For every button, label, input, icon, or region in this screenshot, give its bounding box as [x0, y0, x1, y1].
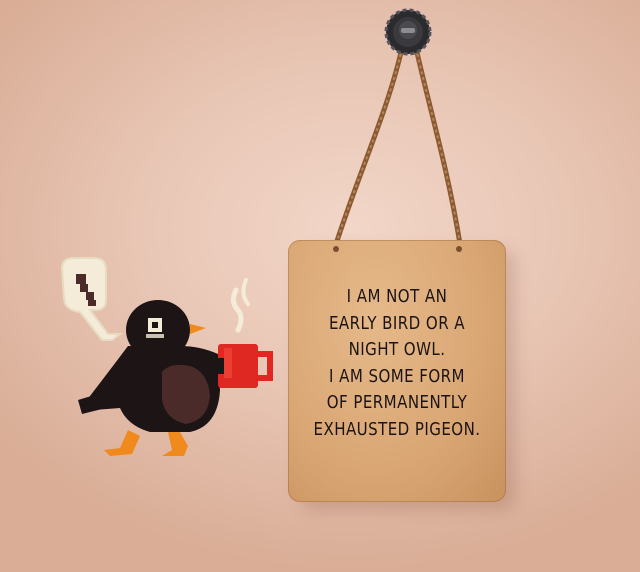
- sign-line-1: I AM NOT AN: [346, 287, 448, 307]
- speech-bubble-icon: [62, 258, 120, 340]
- sign-line-2: EARLY BIRD OR A: [328, 313, 466, 334]
- bottle-cap-magnet: [384, 8, 432, 56]
- sign-line-3: NIGHT OWL.: [348, 340, 446, 360]
- sign-hole-left: [333, 246, 339, 252]
- sign-hole-right: [456, 246, 462, 252]
- sign-line-5: OF PERMANENTLY: [326, 393, 468, 413]
- sign-text: [303, 284, 490, 443]
- coffee-mug-icon: [208, 280, 270, 388]
- sign-line-4: I AM SOME FORM: [329, 366, 465, 387]
- sign-line-6: EXHAUSTED PIGEON.: [313, 419, 481, 440]
- wooden-sign: [288, 240, 506, 502]
- perler-bead-pigeon: [50, 250, 280, 470]
